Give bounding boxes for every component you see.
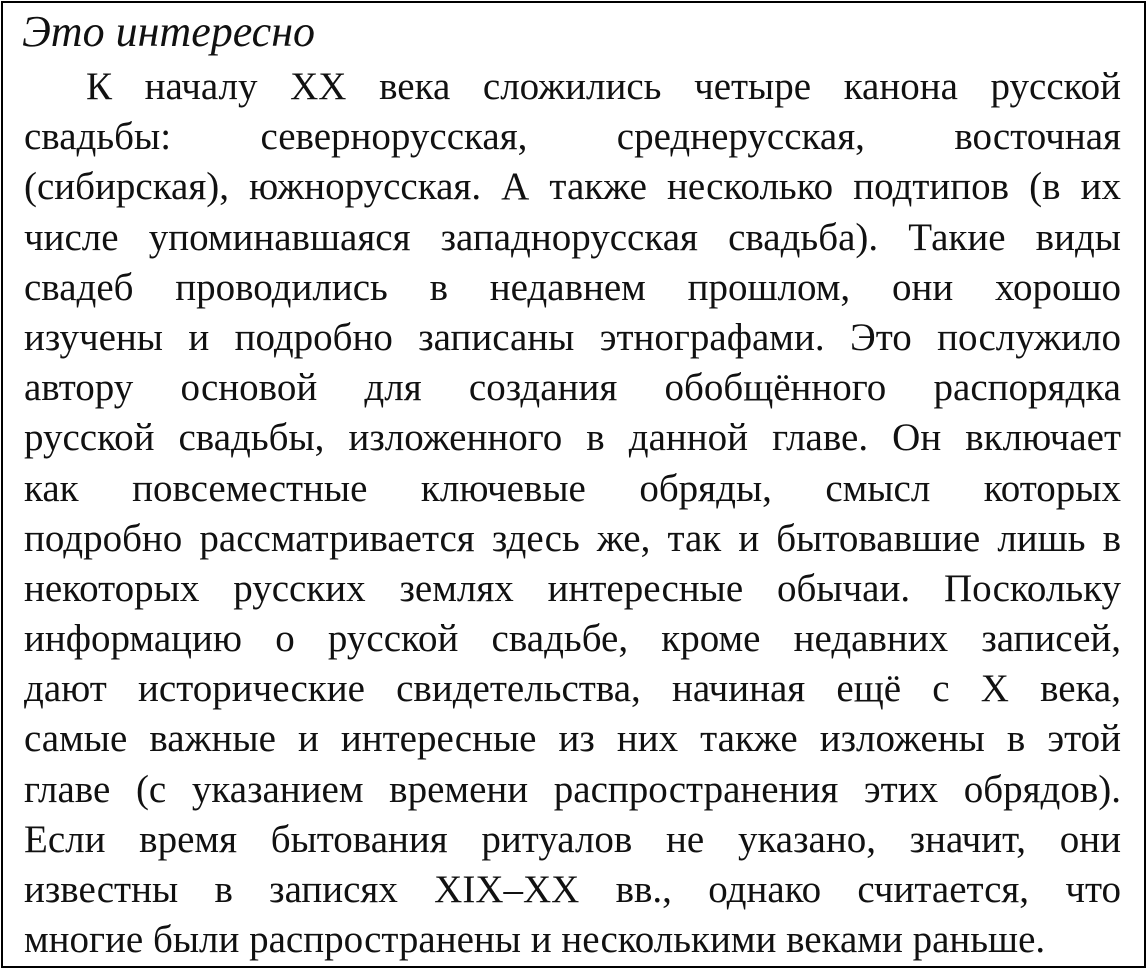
text-line: главе (с указанием времени распространения этих обрядов). bbox=[24, 767, 1121, 811]
text-line: автору основой для создания обобщённого распорядка bbox=[24, 366, 1121, 410]
text-line: Если время бытования ритуалов не указано, значит, они bbox=[24, 817, 1121, 861]
text-line: изучены и подробно записаны этнографами. Это послужило bbox=[24, 315, 1121, 359]
text-line: некоторых русских землях интересные обычаи. Поскольку bbox=[24, 566, 1121, 610]
box-title: Это интересно bbox=[22, 7, 316, 56]
text-line: дают исторические свидетельства, начиная ещё с X века, bbox=[24, 667, 1121, 711]
text-line: самые важные и интересные из них также изложены в этой bbox=[24, 717, 1121, 761]
text-line: свадьбы: севернорусская, среднерусская, восточная bbox=[24, 115, 1121, 159]
text-line: свадеб проводились в недавнем прошлом, они хорошо bbox=[24, 265, 1121, 309]
text-line: информацию о русской свадьбе, кроме недавних записей, bbox=[24, 617, 1121, 661]
text-line: К началу XX века сложились четыре канона русской bbox=[86, 65, 1121, 108]
text-line: подробно рассматривается здесь же, так и бытовавшие лишь в bbox=[24, 516, 1121, 560]
text-line: как повсеместные ключевые обряды, смысл которых bbox=[24, 466, 1121, 510]
text-line: известны в записях XIX–XX вв., однако считается, что bbox=[24, 868, 1121, 911]
text-line: (сибирская), южнорусская. А также несколько подтипов (в их bbox=[24, 165, 1121, 209]
box-body bbox=[24, 62, 1121, 965]
text-line: русской свадьбы, изложенного в данной главе. Он включает bbox=[24, 416, 1121, 460]
text-line: числе упоминавшаяся западнорусская свадьба). Такие виды bbox=[24, 215, 1121, 259]
text-line: многие были распространены и несколькими веками раньше. bbox=[24, 918, 1046, 962]
